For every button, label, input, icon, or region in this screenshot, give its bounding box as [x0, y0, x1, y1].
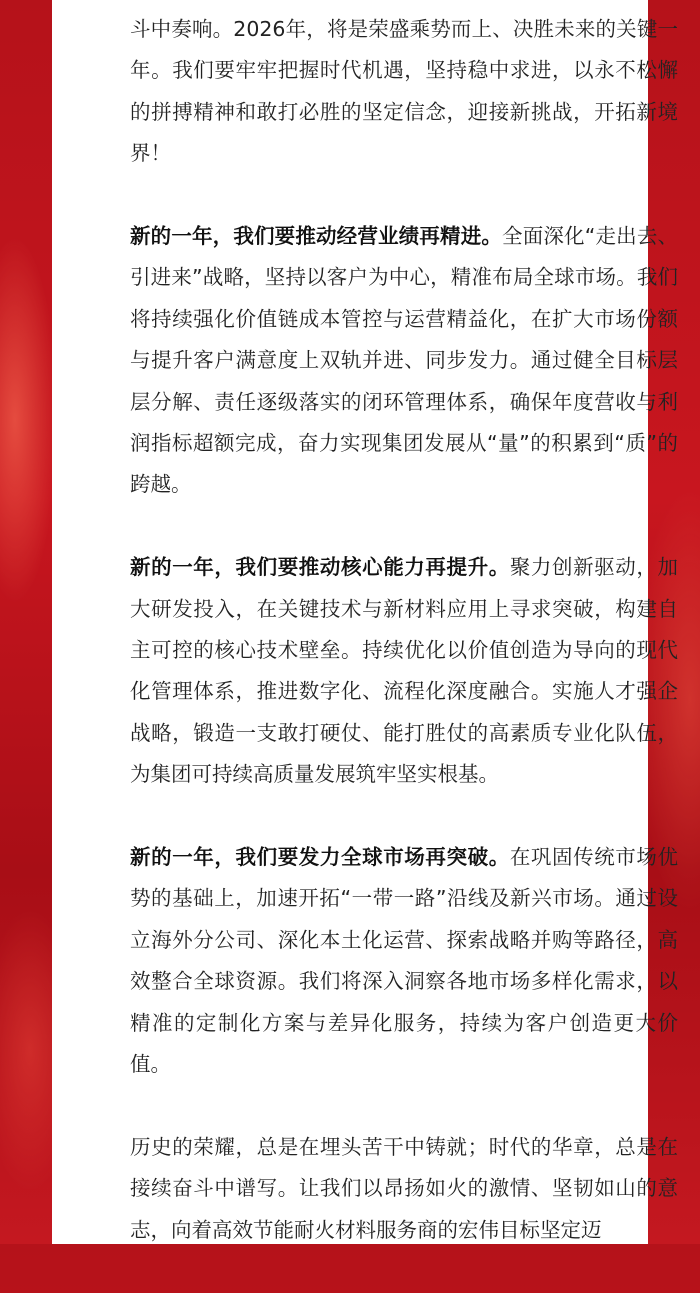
paragraph-text: 全面深化“走出去、引进来”战略，坚持以客户为中心，精准布局全球市场。我们将持续强化价值链成本管控与运营精益化，在扩大市场份额与提升客户满意度上双轨并进、同步发力。通过健全目标层层分解、责任逐级落实的闭环管理体系，确保年度营收与利润指标超额完成，奋力实现集团发展从“量”的积累到“质”的跨越。	[130, 224, 678, 497]
paragraph-text: 聚力创新驱动，加大研发投入，在关键技术与新材料应用上寻求突破，构建自主可控的核心技术壁垒。持续优化以价值创造为导向的现代化管理体系，推进数字化、流程化深度融合。实施人才强企战略，锻造一支敢打硬仗、能打胜仗的高素质专业化队伍，为集团可持续高质量发展筑牢坚实根基。	[130, 555, 679, 787]
article-body	[130, 9, 678, 1293]
paragraph-intro	[130, 9, 678, 175]
paragraph-text: 斗中奏响。2026年，将是荣盛乘势而上、决胜未来的关键一年。我们要牢牢把握时代机遇，坚持稳中求进，以永不松懈的拼搏精神和敢打必胜的坚定信念，迎接新挑战，开拓新境界！	[130, 17, 678, 166]
paragraph-capability	[130, 547, 678, 795]
paragraph-text: 历史的荣耀，总是在埋头苦干中铸就；时代的华章，总是在接续奋斗中谱写。让我们以昂扬如火的激情、坚韧如山的意志，向着高效节能耐火材料服务商的宏伟目标坚定迈	[130, 1134, 678, 1242]
article-card	[52, 0, 679, 1244]
paragraph-closing	[130, 1127, 678, 1251]
paragraph-global	[130, 837, 678, 1085]
paragraph-business	[130, 216, 678, 506]
paragraph-lead: 新的一年，我们要发力全球市场再突破。	[130, 845, 510, 870]
paragraph-lead: 新的一年，我们要推动核心能力再提升。	[130, 555, 510, 580]
paragraph-text: 在巩固传统市场优势的基础上，加速开拓“一带一路”沿线及新兴市场。通过设立海外分公司、深化本土化运营、探索战略并购等路径，高效整合全球资源。我们将深入洞察各地市场多样化需求，以精准的定制化方案与差异化服务，持续为客户创造更大价值。	[130, 845, 679, 1077]
paragraph-lead: 新的一年，我们要推动经营业绩再精进。	[130, 224, 503, 249]
